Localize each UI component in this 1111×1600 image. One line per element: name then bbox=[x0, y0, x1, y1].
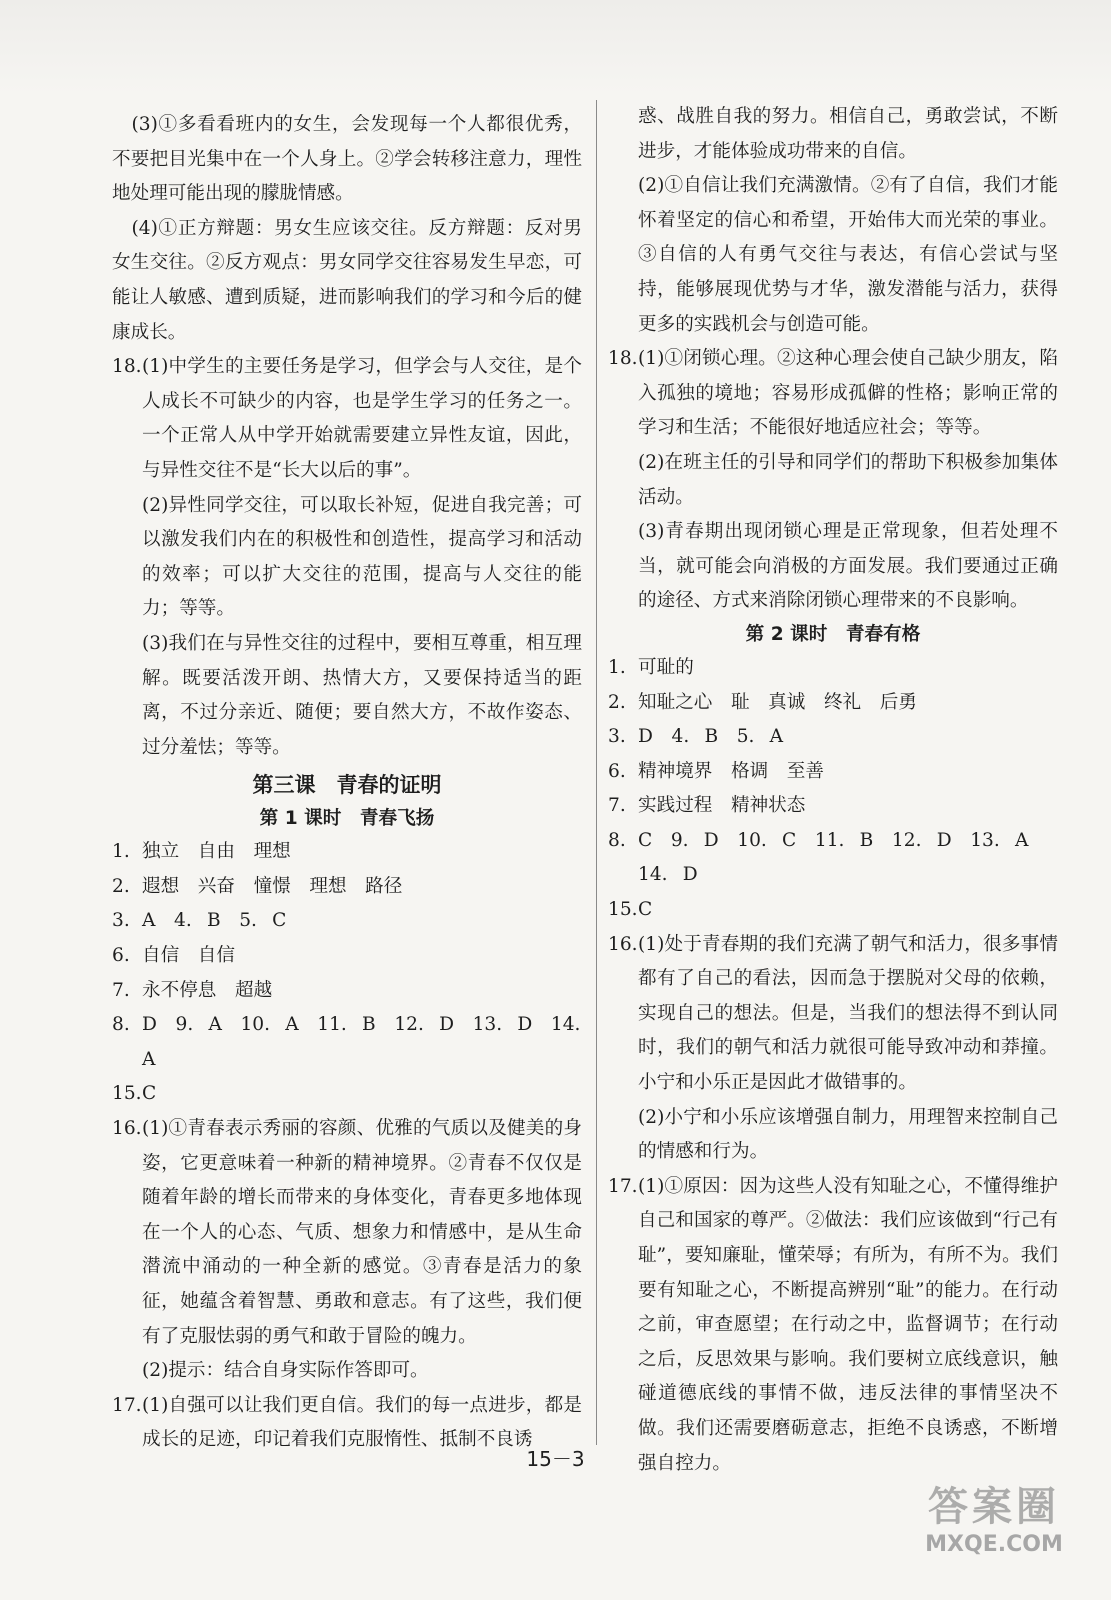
answer-text: 精神境界 格调 至善 bbox=[638, 760, 824, 782]
answer-text: D 4. B 5. A bbox=[638, 726, 784, 748]
question-number: 16. bbox=[608, 933, 638, 955]
paragraph: (3)①多看看班内的女生，会发现每一个人都很优秀，不要把目光集中在一个人身上。②学会转移注意力，理性地处理可能出现的朦胧情感。 bbox=[112, 114, 582, 205]
answer-number: 7. bbox=[608, 795, 626, 817]
paragraph: (2)异性同学交往，可以取长补短，促进自我完善；可以激发我们内在的积极性和创造性，提高学习和活动的效率；可以扩大交往的范围，提高与人交往的能力；等等。 bbox=[142, 494, 582, 620]
answer-number: 15. bbox=[608, 899, 638, 921]
lesson-title: 第三课 青春的证明 bbox=[252, 773, 442, 798]
answer-item bbox=[608, 893, 1058, 928]
answer-text: A 4. B 5. C bbox=[142, 910, 287, 932]
answer-number: 6. bbox=[112, 945, 130, 967]
question-18 bbox=[112, 350, 582, 765]
paragraph: (3)青春期出现闭锁心理是正常现象，但若处理不当，就可能会向消极的方面发展。我们要通过正确的途径、方式来消除闭锁心理带来的不良影响。 bbox=[638, 521, 1058, 612]
question-number: 18. bbox=[608, 348, 638, 370]
answer-number: 7. bbox=[112, 979, 130, 1001]
paragraph: (4)①正方辩题：男女生应该交往。反方辩题：反对男女生交往。②反方观点：男女同学交往容易发生早恋，可能让人敏感、遭到质疑，进而影响我们的学习和今后的健康成长。 bbox=[112, 217, 582, 343]
paragraph: (1)①原因：因为这些人没有知耻之心，不懂得维护自己和国家的尊严。②做法：我们应该做到“行己有耻”，要知廉耻，懂荣辱；有所为，有所不为。我们要有知耻之心，不断提高辨别“耻”的能力。在行动之前，审查愿望；在行动之中，监督调节；在行动之后，反思效果与影响。我们要树立底线意识，触碰道德底线的事情不做，违反法律的事情坚决不做。我们还需要磨砺意志，拒绝不良诱惑，不断增强自控力。 bbox=[638, 1175, 1058, 1474]
watermark-url: MXQE.COM bbox=[925, 1532, 1063, 1557]
answer-text: C bbox=[638, 899, 653, 921]
period-title: 第 1 课时 青春飞扬 bbox=[259, 808, 435, 830]
answer-number: 15. bbox=[112, 1083, 142, 1105]
answer-item bbox=[112, 835, 582, 870]
answer-text: 遐想 兴奋 憧憬 理想 路径 bbox=[142, 875, 403, 897]
paragraph: (3)我们在与异性交往的过程中，要相互尊重，相互理解。既要活泼开朗、热情大方，又要保持适当的距离，不过分亲近、随便；要自然大方，不故作姿态、过分羞怯；等等。 bbox=[142, 632, 582, 758]
answer-item bbox=[112, 904, 582, 939]
right-column bbox=[608, 100, 1058, 1481]
answer-number: 8. bbox=[112, 1014, 130, 1036]
answer-number: 2. bbox=[112, 875, 130, 897]
answer-text: C bbox=[142, 1083, 157, 1105]
watermark-text: 答案圈 bbox=[928, 1484, 1060, 1530]
period-title: 第 2 课时 青春有格 bbox=[745, 623, 921, 645]
paragraph: (1)自强可以让我们更自信。我们的每一点进步，都是成长的足迹，印记着我们克服惰性、抵制不良诱 bbox=[142, 1394, 582, 1451]
answer-item bbox=[112, 974, 582, 1009]
answer-item bbox=[608, 755, 1058, 790]
answer-number: 1. bbox=[608, 656, 626, 678]
watermark-logo bbox=[899, 1483, 1089, 1578]
answer-item bbox=[608, 824, 1058, 893]
answer-number: 3. bbox=[608, 726, 626, 748]
answer-number: 1. bbox=[112, 841, 130, 863]
paragraph: (1)中学生的主要任务是学习，但学会与人交往，是个人成长不可缺少的内容，也是学生学习的任务之一。一个正常人从中学开始就需要建立异性友谊，因此，与异性交往不是“长大以后的事”。 bbox=[142, 356, 582, 481]
answer-item bbox=[112, 1008, 582, 1077]
question-17 bbox=[608, 1170, 1058, 1481]
answer-number: 3. bbox=[112, 910, 130, 932]
answer-number: 2. bbox=[608, 691, 626, 713]
answer-text: 实践过程 精神状态 bbox=[638, 795, 806, 817]
answer-item bbox=[112, 870, 582, 905]
paragraph: (1)①闭锁心理。②这种心理会使自己缺少朋友，陷入孤独的境地；容易形成孤僻的性格；影响正常的学习和生活；不能很好地适应社会；等等。 bbox=[638, 348, 1058, 439]
question-number: 17. bbox=[608, 1175, 638, 1197]
answer-item bbox=[608, 651, 1058, 686]
paragraph: 惑、战胜自我的努力。相信自己，勇敢尝试，不断进步，才能体验成功带来的自信。 bbox=[638, 106, 1058, 162]
question-number: 17. bbox=[112, 1394, 142, 1416]
answer-item bbox=[608, 686, 1058, 721]
answer-text: 永不停息 超越 bbox=[142, 979, 273, 1001]
left-column bbox=[112, 108, 582, 1458]
question-number: 18. bbox=[112, 356, 142, 378]
answer-item bbox=[112, 1077, 582, 1112]
answer-text: D 9. A 10. A 11. B 12. D 13. D 14. A bbox=[142, 1014, 581, 1070]
answer-item bbox=[112, 939, 582, 974]
question-16 bbox=[608, 928, 1058, 1170]
paragraph: (2)①自信让我们充满激情。②有了自信，我们才能怀着坚定的信心和希望，开始伟大而光荣的事业。③自信的人有勇气交往与表达，有信心尝试与坚持，能够展现优势与才华，激发潜能与活力，获得更多的实践机会与创造可能。 bbox=[638, 175, 1058, 335]
paragraph: (2)提示：结合自身实际作答即可。 bbox=[142, 1360, 429, 1382]
answer-item bbox=[608, 789, 1058, 824]
answer-list bbox=[608, 651, 1058, 928]
column-divider bbox=[596, 100, 597, 1445]
question-18 bbox=[608, 342, 1058, 619]
page-number: 15－3 bbox=[526, 1447, 585, 1471]
answer-list bbox=[112, 835, 582, 1112]
paragraph: (1)①青春表示秀丽的容颜、优雅的气质以及健美的身姿，它更意味着一种新的精神境界。②青春不仅仅是随着年龄的增长而带来的身体变化，青春更多地体现在一个人的心态、气质、想象力和情感中，是从生命潜流中涌动的一种全新的感觉。③青春是活力的象征，她蕴含着智慧、勇敢和意志。有了这些，我们便有了克服怯弱的勇气和敢于冒险的魄力。 bbox=[142, 1118, 582, 1347]
paragraph: (2)在班主任的引导和同学们的帮助下积极参加集体活动。 bbox=[638, 451, 1058, 508]
answer-item bbox=[608, 720, 1058, 755]
paragraph: (2)小宁和小乐应该增强自制力，用理智来控制自己的情感和行为。 bbox=[638, 1106, 1058, 1163]
answer-number: 6. bbox=[608, 760, 626, 782]
question-number: 16. bbox=[112, 1118, 142, 1140]
answer-text: 自信 自信 bbox=[142, 945, 235, 967]
answer-text: 知耻之心 耻 真诚 终礼 后勇 bbox=[638, 691, 917, 713]
question-16 bbox=[112, 1112, 582, 1389]
answer-text: 可耻的 bbox=[638, 656, 694, 678]
page-top-shadow bbox=[0, 0, 1111, 95]
answer-number: 8. bbox=[608, 829, 626, 851]
paragraph: (1)处于青春期的我们充满了朝气和活力，很多事情都有了自己的看法，因而急于摆脱对父母的依赖，实现自己的想法。但是，当我们的想法得不到认同时，我们的朝气和活力就很可能导致冲动和莽撞。小宁和小乐正是因此才做错事的。 bbox=[638, 933, 1058, 1094]
answer-text: 独立 自由 理想 bbox=[142, 841, 291, 863]
answer-text: C 9. D 10. C 11. B 12. D 13. A 14. D bbox=[638, 829, 1048, 886]
